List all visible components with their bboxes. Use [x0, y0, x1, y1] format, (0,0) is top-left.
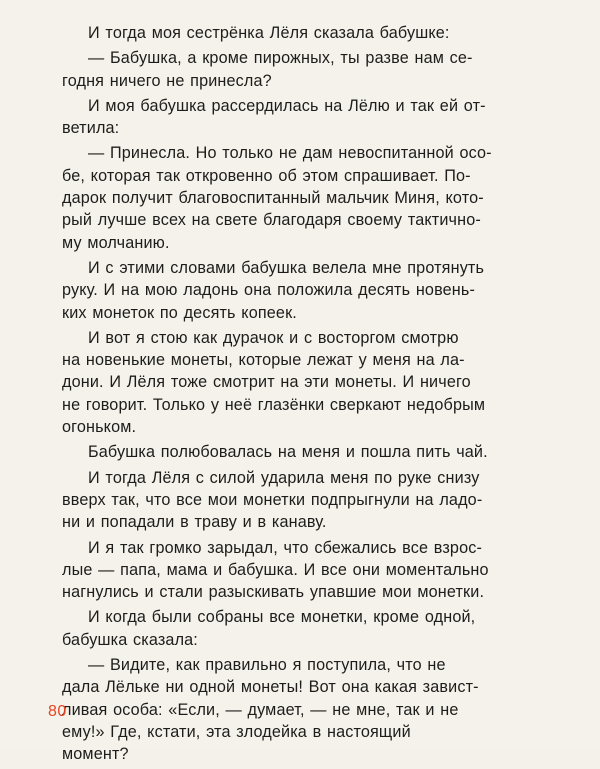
text-line: годня ничего не принесла? [62, 71, 272, 90]
text-line: не говорит. Только у неё глазёнки сверкают недобрым [62, 395, 486, 414]
text-line: И с этими словами бабушка велела мне протянуть [88, 258, 485, 277]
text-line: на новенькие монеты, которые лежат у меня на ла- [62, 351, 465, 370]
paragraph [62, 606, 562, 651]
paragraph [62, 537, 562, 604]
text-line: — Принесла. Но только не дам невоспитанной осо- [88, 144, 492, 163]
text-line: руку. И на мою ладонь она положила десять новень- [62, 281, 476, 300]
page-text [62, 22, 562, 769]
text-line: вверх так, что все мои монетки подпрыгнули на ладо- [62, 490, 483, 509]
text-line: му молчанию. [62, 233, 170, 252]
text-line: ни и попадали в траву и в канаву. [62, 513, 327, 532]
text-line: ких монеток по десять копеек. [62, 303, 297, 322]
text-line: — Видите, как правильно я поступила, что не [88, 656, 446, 675]
text-line: огоньком. [62, 418, 137, 437]
page-number: 80 [48, 703, 67, 720]
paragraph [62, 257, 562, 324]
paragraph [62, 95, 562, 140]
text-line: И я так громко зарыдал, что сбежались все взрос- [88, 538, 483, 557]
paragraph [62, 654, 562, 765]
paragraph [62, 22, 562, 44]
text-line: ему!» Где, кстати, эта злодейка в настоящий [62, 722, 411, 741]
text-line: бабушка сказала: [62, 630, 198, 649]
text-line: ветила: [62, 119, 120, 138]
text-line: рый лучше всех на свете благодаря своему тактично- [62, 211, 481, 230]
paragraph [62, 467, 562, 534]
text-line: Бабушка полюбовалась на меня и пошла пить чай. [88, 443, 488, 462]
text-line: И вот я стою как дурачок и с восторгом смотрю [88, 328, 459, 347]
text-line: бе, которая так откровенно об этом спрашивает. По- [62, 166, 471, 185]
text-line: дони. И Лёля тоже смотрит на эти монеты. И ничего [62, 373, 471, 392]
text-line: И тогда моя сестрёнка Лёля сказала бабушке: [88, 24, 450, 42]
text-line: — Бабушка, а кроме пирожных, ты разве нам се- [88, 49, 473, 68]
paragraph [62, 441, 562, 463]
text-line: момент? [62, 745, 129, 764]
text-line: нагнулись и стали разыскивать упавшие мои монетки. [62, 583, 485, 602]
paragraph [62, 47, 562, 92]
text-line: дала Лёльке ни одной монеты! Вот она какая завист- [62, 678, 479, 697]
text-line: И тогда Лёля с силой ударила меня по руке снизу [88, 468, 480, 487]
text-line: И моя бабушка рассердилась на Лёлю и так ей от- [88, 96, 486, 115]
text-line: дарок получит благовоспитанный мальчик Миня, кото- [62, 189, 484, 208]
text-line: лые — папа, мама и бабушка. И все они моментально [62, 560, 489, 579]
text-line: И когда были собраны все монетки, кроме одной, [88, 608, 476, 627]
paragraph [62, 142, 562, 253]
paragraph [62, 327, 562, 438]
text-line: ливая особа: «Если, — думает, — не мне, так и не [62, 700, 459, 719]
